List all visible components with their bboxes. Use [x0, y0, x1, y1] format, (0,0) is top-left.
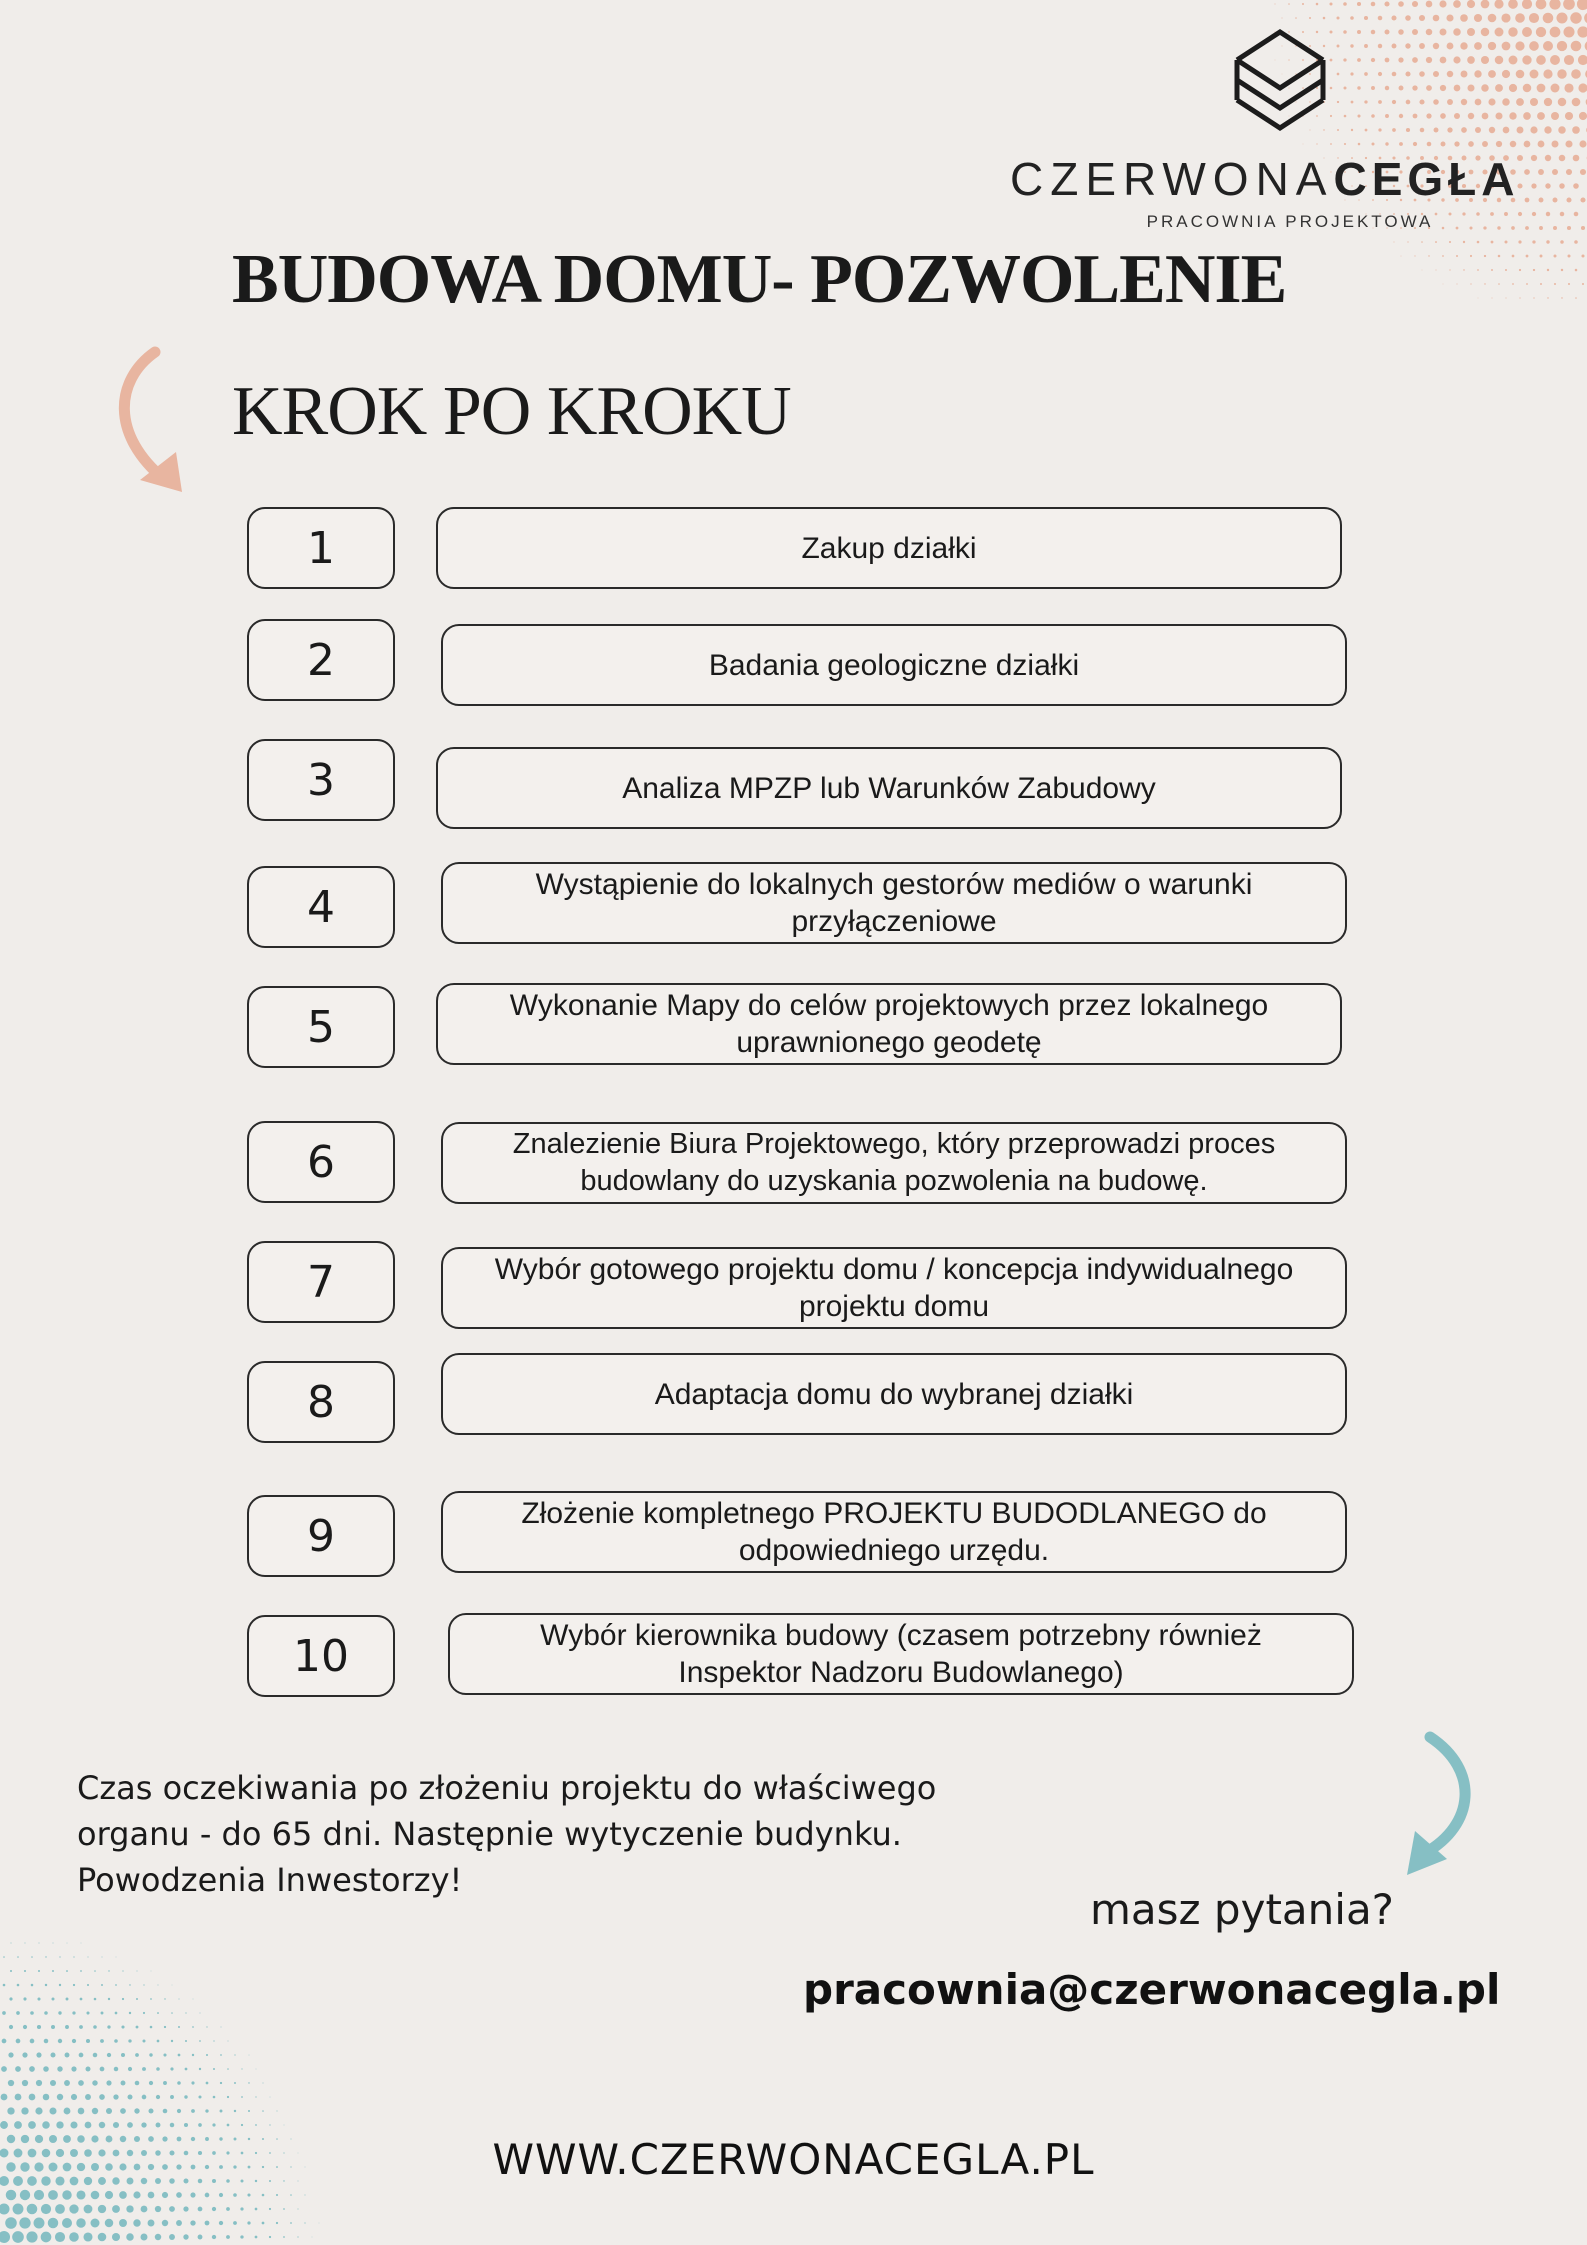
dot-pattern-bottom-left [0, 1925, 320, 2245]
brand-name-light: CZERWONA [1010, 153, 1334, 205]
brand-subtitle: PRACOWNIA PROJEKTOWA [1146, 212, 1434, 231]
brand-name [1010, 152, 1550, 206]
website-link[interactable]: WWW.CZERWONACEGLA.PL [492, 2135, 1095, 2184]
brand-name-bold: CEGŁA [1333, 153, 1520, 205]
note-line: Powodzenia Inwestorzy! [77, 1861, 463, 1899]
step-text: Zakup działki [436, 507, 1342, 589]
step-number: 5 [247, 986, 395, 1068]
page-subtitle: KROK PO KROKU [232, 373, 791, 450]
step-text: Wystąpienie do lokalnych gestorów mediów o warunki przyłączeniowe [441, 862, 1347, 944]
note-line: organu - do 65 dni. Następnie wytyczenie budynku. [77, 1815, 902, 1853]
step-text: Znalezienie Biura Projektowego, który przeprowadzi proces budowlany do uzyskania pozwolenia na budowę. [441, 1122, 1347, 1204]
step-text: Adaptacja domu do wybranej działki [441, 1353, 1347, 1435]
step-text: Badania geologiczne działki [441, 624, 1347, 706]
contact-email-link[interactable]: pracownia@czerwonacegla.pl [803, 1965, 1501, 2014]
step-text: Wykonanie Mapy do celów projektowych przez lokalnego uprawnionego geodetę [436, 983, 1342, 1065]
step-number: 10 [247, 1615, 395, 1697]
note-line: Czas oczekiwania po złożeniu projektu do właściwego [77, 1769, 937, 1807]
stacked-layers-icon [1225, 22, 1335, 142]
curved-arrow-icon [1395, 1725, 1485, 1885]
step-number: 8 [247, 1361, 395, 1443]
step-number: 9 [247, 1495, 395, 1577]
page-title: BUDOWA DOMU- POZWOLENIE [232, 241, 1287, 318]
step-number: 4 [247, 866, 395, 948]
step-text: Wybór kierownika budowy (czasem potrzebny również Inspektor Nadzoru Budowlanego) [448, 1613, 1354, 1695]
step-number: 3 [247, 739, 395, 821]
step-number: 2 [247, 619, 395, 701]
contact-question: masz pytania? [1090, 1885, 1394, 1934]
brand-logo [1010, 22, 1550, 242]
step-number: 7 [247, 1241, 395, 1323]
step-number: 6 [247, 1121, 395, 1203]
curved-arrow-icon [110, 340, 190, 500]
step-text: Analiza MPZP lub Warunków Zabudowy [436, 747, 1342, 829]
step-number: 1 [247, 507, 395, 589]
info-note [77, 1765, 1037, 1903]
step-text: Wybór gotowego projektu domu / koncepcja indywidualnego projektu domu [441, 1247, 1347, 1329]
step-text: Złożenie kompletnego PROJEKTU BUDODLANEGO do odpowiedniego urzędu. [441, 1491, 1347, 1573]
